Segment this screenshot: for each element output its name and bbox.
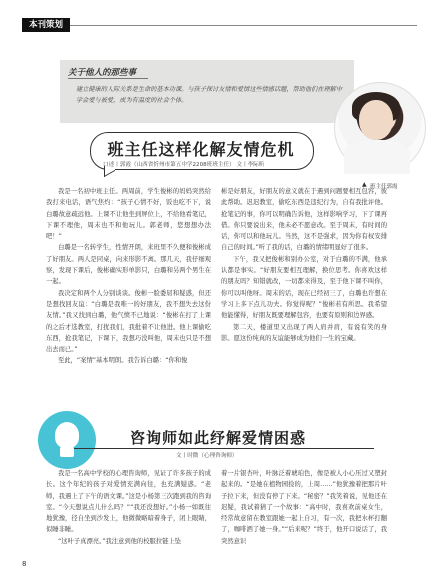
intro-underline xyxy=(68,78,148,79)
article1-column-left xyxy=(46,186,211,367)
paragraph: 白璐是一名转学生，性情开朗，来班里不久便和俊彬成了好朋友。两人是同桌，向来形影不离。那几天，我仔细观察，发现下课后，俊彬确实形单影只，白璐和另两个男生在一起。 xyxy=(46,244,211,286)
photo-face xyxy=(359,100,393,140)
article1-title: 班主任这样化解友情危机 xyxy=(107,140,295,159)
article1-byline: 口述丨郭霞（山西省忻州市第五中学2208班班主任） 文丨李际昕 xyxy=(103,162,265,168)
lightbulb-glass xyxy=(55,422,79,448)
paragraph: 我是一名高中学校的心理咨询师，见证了许多孩子的成长。这个年纪的孩子对爱情充满向往，也充满疑惑。“老师，我遇上了下午的语文课。”这是小杨第三次跑到我的咨询室。“今天想说点儿什么吗？”“我还没想好。”小杨一如既往地犹豫，径自坐到沙发上，他微微略暗着身子，闭上眼睛，似睡非睡。 xyxy=(46,470,211,534)
paragraph: “这叶子真漂亮。”我注意到他的校服拉链上坠 xyxy=(58,537,182,545)
article2-column-right xyxy=(221,468,387,547)
paragraph: 我决定和两个人分别谈谈。俊彬一脸委屈和疑惑，但还是想找回友谊：“白璐是我唯一的好朋友，我不想失去这份友情。”我又找到白璐，他气愤不已地说：“俊彬在打了上课的之后才选教室，打扰我们，我批着不让他进。他上课偷吃东西，抢我笔记，下课下，我想巧没叫他，周末也只是不想出去而已。” xyxy=(46,289,211,354)
photo-caption: 班主任郭霞 xyxy=(370,184,398,190)
lightbulb-base xyxy=(60,447,74,457)
intro-title: 关于他人的那些事 xyxy=(68,68,137,78)
caption-triangle-icon: ▲ xyxy=(362,181,367,188)
article2-byline: 文丨时微（心理咨询师） xyxy=(176,453,238,459)
paragraph: 我是一名初中班主任。两周前，学生俊彬的妈妈突然给我打来电话，语气焦灼：“孩子心情不好，饭也吃不下，说白璐故意疏远他。上课不让他坐到屏位上，不给他看笔记，下课不理他，周末也不和他玩儿。郭老师，您想想办法吧！” xyxy=(46,188,211,241)
article2-column-left xyxy=(46,468,211,547)
intro-text: 建立健康的人际关系是生命的基本功课。与孩子探讨友情和爱情这些情感话题，帮助他们在理解中学会爱与被爱，成为有温度的社会个体。 xyxy=(76,86,343,104)
title-underline xyxy=(74,448,374,449)
paragraph: 彬是好朋友，好朋友的意义就在于遇到问题要相互包容，彼此帮助。迟迟教室，偷吃东西是违纪行为，自有我批评他。抢笔记的事，你可以明确告诉他，这样影响学习，下了课再借。你只要说出来，他未必不愿意改。至于周末，有时间的话，你可以和他玩儿。当然，这不是强求，因为你有权安排自己的时间。”听了我的话，白璐的情绪明显好了很多。 xyxy=(221,188,387,252)
article1-column-right xyxy=(221,186,387,344)
page-number: 8 xyxy=(22,560,27,568)
paragraph: 下午，我又把俊彬和别办公室，对于白璐的不满，他承认都是事实。“好朋友要相互理解，换位思考。你喜欢这样的朋友吗？知错就改，一切都来得及，至于他下课不叫你，你可以叫他呀。周末的话，现在已经初三了，白璐也许想在学习上多下点儿功夫。你觉得呢？”俊彬若有所思。我希望他能懂得，好朋友既要理解包容，也要有原则和边界感。 xyxy=(221,255,387,320)
paragraph: 着一片银杏叶，叶脉泛着琥珀色，像是被人小心压过又塑封起来的。“是她在植物园捡的，上周……”他犹豫着把那片叶子拉下来，但没有停了下来。“秘密？”我笑着说，见他还在迟疑，我试着猜了一个故事：“高中时，我喜欢前桌女生，经常故意留在教室跟她一起上自习，有一次，我把水杯打翻了，咖啡洒了她一身。”“后来呢？”终于，他开口说话了，我突然意识 xyxy=(221,470,387,545)
section-tag: 本刊策划 xyxy=(22,18,70,32)
article2-title: 咨询师如此纾解爱情困惑 xyxy=(129,429,306,447)
header-rule xyxy=(22,25,417,26)
paragraph: 第二天，楼道里又出现了两人肩并肩，有说有笑的身影。愿这份纯真的友谊能够成为他们一生的宝藏。 xyxy=(221,323,387,342)
photo-shirt xyxy=(344,140,410,174)
paragraph: 至此，“案情”基本明朗。我告诉白璐：“你和俊 xyxy=(58,357,188,365)
